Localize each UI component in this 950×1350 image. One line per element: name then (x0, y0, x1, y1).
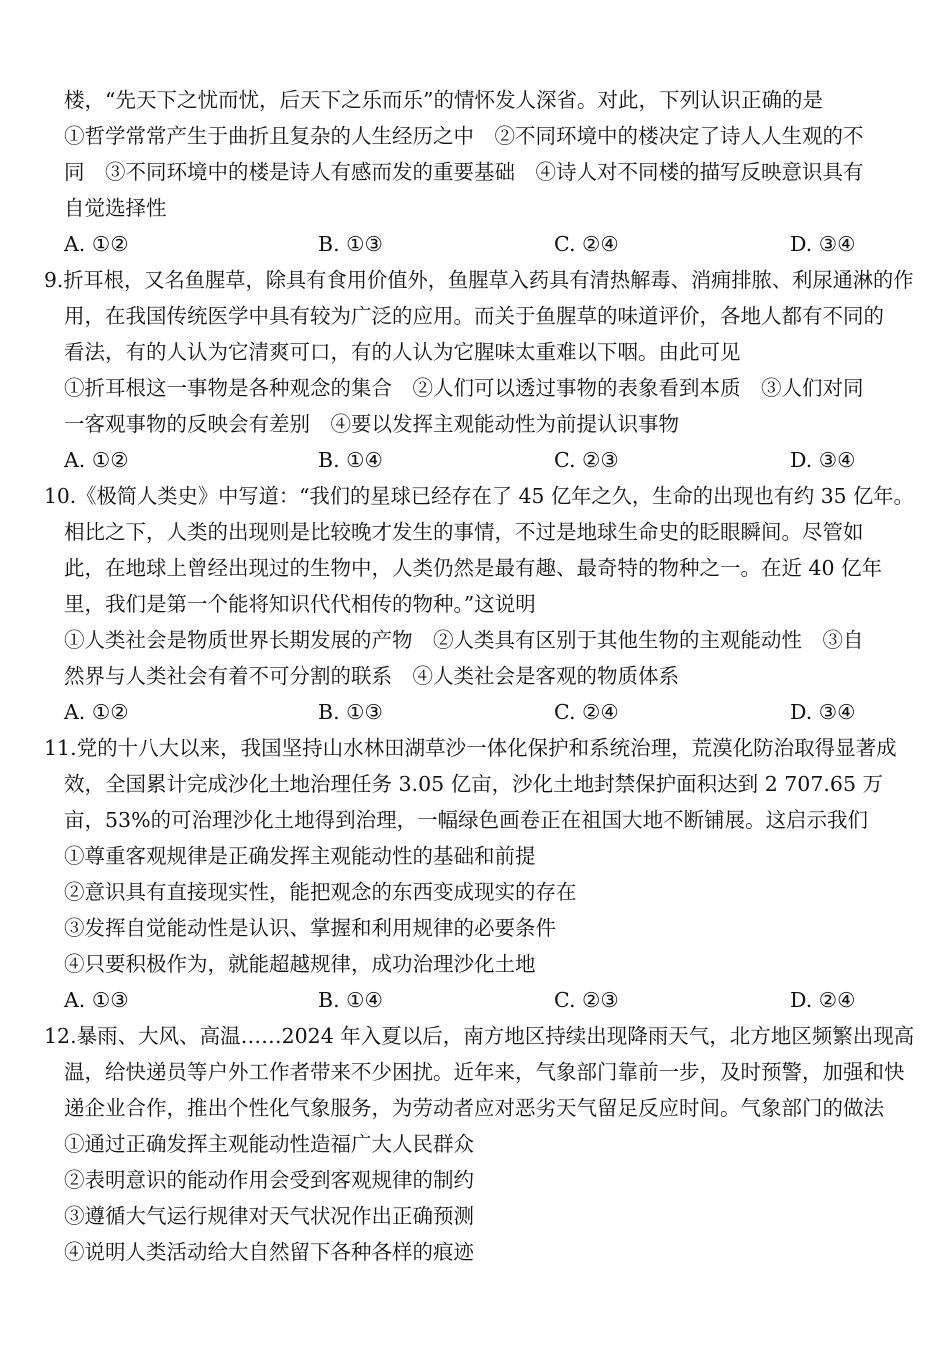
q8-option-c[interactable]: C. ②④ (554, 232, 619, 256)
q10-option-b[interactable]: B. ①③ (318, 700, 383, 724)
q11-option-d[interactable]: D. ②④ (790, 988, 856, 1012)
q12-statement-line: ④说明人类活动给大自然留下各种各样的痕迹 (64, 1240, 474, 1264)
q12-stem-line: 温，给快递员等户外工作者带来不少困扰。近年来，气象部门靠前一步，及时预警，加强和快 (64, 1060, 905, 1084)
q11-stem-line: 效，全国累计完成沙化土地治理任务 3.05 亿亩，沙化土地封禁保护面积达到 2 707.65 万 (64, 772, 883, 796)
q9-statement-line: 一客观事物的反映会有差别 ④要以发挥主观能动性为前提认识事物 (64, 412, 679, 436)
q11-option-a[interactable]: A. ①③ (64, 988, 129, 1012)
q11-stem-line: 11.党的十八大以来，我国坚持山水林田湖草沙一体化保护和系统治理，荒漠化防治取得显著成 (44, 736, 897, 760)
q12-stem-line: 12.暴雨、大风、高温……2024 年入夏以后，南方地区持续出现降雨天气，北方地区频繁出现高 (44, 1024, 915, 1048)
q11-option-b[interactable]: B. ①④ (318, 988, 383, 1012)
q9-stem-line: 看法，有的人认为它清爽可口，有的人认为它腥味太重难以下咽。由此可见 (64, 340, 741, 364)
q12-statement-line: ②表明意识的能动作用会受到客观规律的制约 (64, 1168, 474, 1192)
q12-statement-line: ③遵循大气运行规律对天气状况作出正确预测 (64, 1204, 474, 1228)
q10-stem-line: 里，我们是第一个能将知识代代相传的物种。”这说明 (64, 592, 536, 616)
q12-statement-line: ①通过正确发挥主观能动性造福广大人民群众 (64, 1132, 474, 1156)
q9-statement-line: ①折耳根这一事物是各种观念的集合 ②人们可以透过事物的表象看到本质 ③人们对同 (64, 376, 864, 400)
q10-statement-line: 然界与人类社会有着不可分割的联系 ④人类社会是客观的物质体系 (64, 664, 679, 688)
q9-stem-line: 9.折耳根，又名鱼腥草，除具有食用价值外，鱼腥草入药具有清热解毒、消痈排脓、利尿通淋的作 (44, 268, 914, 292)
q10-stem-line: 相比之下，人类的出现则是比较晚才发生的事情，不过是地球生命史的眨眼瞬间。尽管如 (64, 520, 864, 544)
q11-statement-line: ①尊重客观规律是正确发挥主观能动性的基础和前提 (64, 844, 536, 868)
q8-option-d[interactable]: D. ③④ (790, 232, 856, 256)
q9-option-b[interactable]: B. ①④ (318, 448, 383, 472)
q10-stem-line: 此，在地球上曾经出现过的生物中，人类仍然是最有趣、最奇特的物种之一。在近 40 亿年 (64, 556, 883, 580)
q9-option-a[interactable]: A. ①② (64, 448, 129, 472)
q10-option-d[interactable]: D. ③④ (790, 700, 856, 724)
q8-statement-line: 同 ③不同环境中的楼是诗人有感而发的重要基础 ④诗人对不同楼的描写反映意识具有 (64, 160, 864, 184)
q9-stem-line: 用，在我国传统医学中具有较为广泛的应用。而关于鱼腥草的味道评价，各地人都有不同的 (64, 304, 884, 328)
q10-statement-line: ①人类社会是物质世界长期发展的产物 ②人类具有区别于其他生物的主观能动性 ③自 (64, 628, 864, 652)
q11-option-c[interactable]: C. ②③ (554, 988, 619, 1012)
q10-option-a[interactable]: A. ①② (64, 700, 129, 724)
q10-stem-line: 10.《极简人类史》中写道：“我们的星球已经存在了 45 亿年之久，生命的出现也有约 35 亿年。 (44, 484, 914, 508)
q11-statement-line: ②意识具有直接现实性，能把观念的东西变成现实的存在 (64, 880, 577, 904)
q12-stem-line: 递企业合作，推出个性化气象服务，为劳动者应对恶劣天气留足反应时间。气象部门的做法 (64, 1096, 884, 1120)
q8-statement-line: ①哲学常常产生于曲折且复杂的人生经历之中 ②不同环境中的楼决定了诗人人生观的不 (64, 124, 864, 148)
q9-option-c[interactable]: C. ②③ (554, 448, 619, 472)
q11-stem-line: 亩，53%的可治理沙化土地得到治理，一幅绿色画卷正在祖国大地不断铺展。这启示我们 (64, 808, 869, 832)
q11-statement-line: ④只要积极作为，就能超越规律，成功治理沙化土地 (64, 952, 536, 976)
q9-option-d[interactable]: D. ③④ (790, 448, 856, 472)
q11-statement-line: ③发挥自觉能动性是认识、掌握和利用规律的必要条件 (64, 916, 556, 940)
q10-option-c[interactable]: C. ②④ (554, 700, 619, 724)
q8-stem-line: 楼，“先天下之忧而忧，后天下之乐而乐”的情怀发人深省。对此，下列认识正确的是 (64, 88, 823, 112)
q8-option-b[interactable]: B. ①③ (318, 232, 383, 256)
q8-option-a[interactable]: A. ①② (64, 232, 129, 256)
q8-statement-line: 自觉选择性 (64, 196, 167, 220)
